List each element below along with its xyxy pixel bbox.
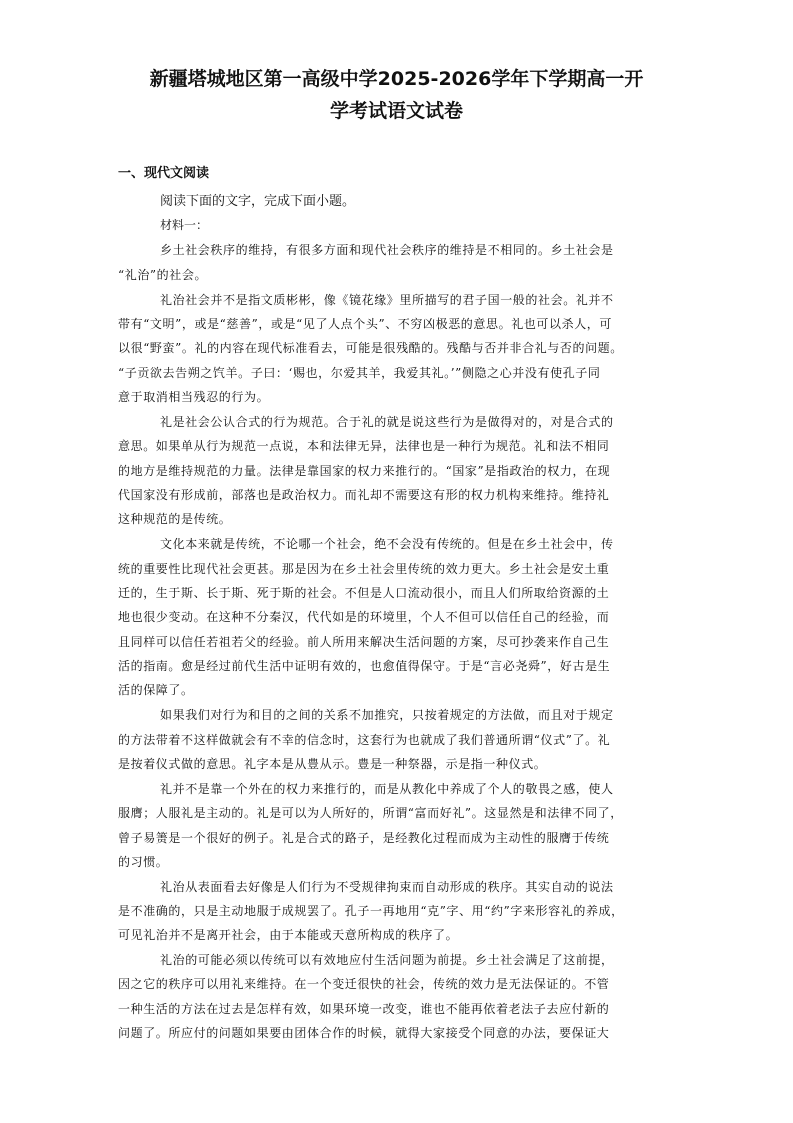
passage-line: 迁的，生于斯、长于斯、死于斯的社会。不但是人口流动很小，而且人们所取给资源的土 [118,586,610,600]
passage-line: 因之它的秩序可以用礼来维持。在一个变迁很快的社会，传统的效力是无法保证的。不管 [118,977,610,991]
passage-line: “礼治”的社会。 [118,268,208,282]
passage-line: 礼是社会公认合式的行为规范。合于礼的就是说这些行为是做得对的，对是合式的 [160,415,614,429]
passage-line: 地也很少变动。在这种不分秦汉，代代如是的环境里，个人不但可以信任自己的经验，而 [118,610,610,624]
passage-line: 的地方是维持规范的力量。法律是靠国家的权力来推行的。“国家”是指政治的权力，在现 [118,464,611,478]
passage-line: “子贡欲去告朔之饩羊。子曰：‘赐也，尔爱其羊，我爱其礼。’”侧隐之心并没有使孔子同 [118,366,601,380]
passage-line: 是不准确的，只是主动地服于成规罢了。孔子一再地用“克”字、用“约”字来形容礼的养成， [118,904,624,918]
passage-line: 的习惯。 [118,855,169,869]
material-label: 材料一： [160,218,209,232]
passage-line: 礼治社会并不是指文质彬彬，像《镜花缘》里所描写的君子国一般的社会。礼并不 [160,293,614,307]
section-heading: 一、现代文阅读 [118,166,210,181]
passage-line: 礼治从表面看去好像是人们行为不受规律拘束而自动形成的秩序。其实自动的说法 [160,880,614,894]
passage-line: 如果我们对行为和目的之间的关系不加推究，只按着规定的方法做，而且对于规定 [160,708,614,722]
passage-line: 这种规范的是传统。 [118,512,232,526]
passage-line: 且同样可以信任若祖若父的经验。前人所用来解决生活问题的方案，尽可抄袭来作自己生 [118,635,610,649]
passage-line: 代国家没有形成前，部落也是政治权力。而礼却不需要这有形的权力机构来维持。维持礼 [118,488,610,502]
passage-line: 活的保障了。 [118,683,194,697]
passage-line: 问题了。所应付的问题如果要由团体合作的时候，就得大家接受个同意的办法，要保证大 [118,1026,610,1040]
passage-line: 可见礼治并不是离开社会，由于本能或天意所构成的秩序了。 [118,928,459,942]
passage-line: 以很“野蛮”。礼的内容在现代标准看去，可能是很残酷的。残酷与否并非合礼与否的问题。 [118,341,623,355]
passage-line: 带有“文明”，或是“慈善”，或是“见了人点个头”、不穷凶极恶的意思。礼也可以杀人，可 [118,317,613,331]
exam-title-line1: 新疆塔城地区第一高级中学2025-2026学年下学期高一开 [149,68,644,90]
passage-line: 文化本来就是传统，不论哪一个社会，绝不会没有传统的。但是在乡土社会中，传 [160,537,614,551]
passage-line: 一种生活的方法在过去是怎样有效，如果环境一改变，谁也不能再依着老法子去应付新的 [118,1002,610,1016]
passage-line: 服膺；人服礼是主动的。礼是可以为人所好的，所谓“富而好礼”。这显然是和法律不同了， [118,806,623,820]
passage-line: 统的重要性比现代社会更甚。那是因为在乡土社会里传统的效力更大。乡土社会是安土重 [118,562,610,576]
passage-line: 是按着仪式做的意思。礼字本是从豊从示。豊是一种祭器，示是指一种仪式。 [118,757,547,771]
passage-line: 礼治的可能必须以传统可以有效地应付生活问题为前提。乡土社会满足了这前提， [160,953,614,967]
passage-line: 曾子易箦是一个很好的例子。礼是合式的路子，是经教化过程而成为主动性的服膺于传统 [118,831,610,845]
exam-title-line2: 学考试语文试卷 [329,100,463,122]
passage-line: 的方法带着不这样做就会有不幸的信念时，这套行为也就成了我们普通所谓“仪式”了。礼 [118,733,611,747]
passage-line: 活的指南。愈是经过前代生活中证明有效的，也愈值得保守。于是“言必尧舜”，好古是生 [118,659,611,673]
passage-line: 礼并不是靠一个外在的权力来推行的，而是从教化中养成了个人的敬畏之感，使人 [160,782,614,796]
passage-line: 意于取消相当残忍的行为。 [118,390,270,404]
reading-instruction: 阅读下面的文字，完成下面小题。 [160,194,356,209]
passage-line: 意思。如果单从行为规范一点说，本和法律无异，法律也是一种行为规范。礼和法不相同 [118,439,610,453]
passage-line: 乡土社会秩序的维持，有很多方面和现代社会秩序的维持是不相同的。乡土社会是 [160,243,614,257]
